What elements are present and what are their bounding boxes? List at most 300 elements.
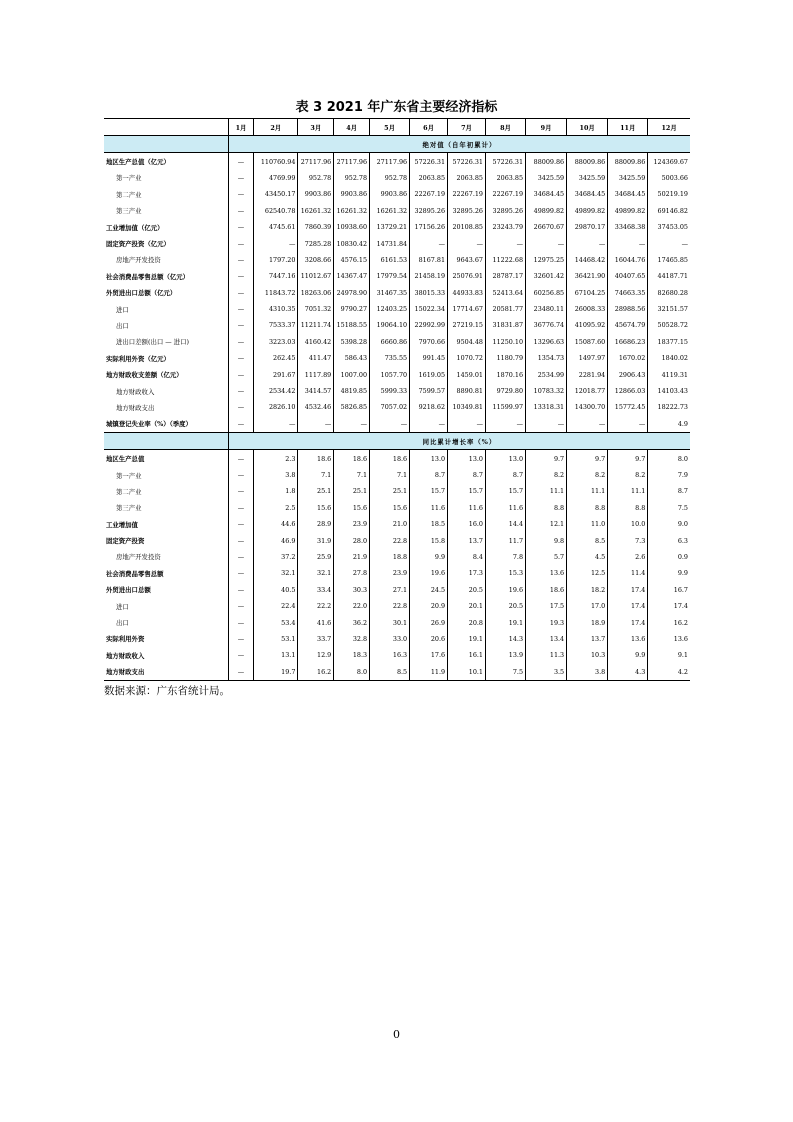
table-cell: 20.9 [410, 598, 448, 614]
table-cell: 26.9 [410, 614, 448, 630]
table-cell: 36.2 [334, 614, 370, 630]
section-title: 同比累计增长率（%） [228, 433, 690, 450]
column-header: 9月 [526, 119, 567, 136]
table-cell: — [228, 219, 253, 235]
table-cell: 27.1 [370, 582, 410, 598]
table-cell: 20.8 [448, 614, 486, 630]
table-cell: 9.0 [648, 516, 690, 532]
row-label: 工业增加值（亿元） [106, 223, 164, 232]
table-cell: — [228, 186, 253, 202]
table-cell: 2534.99 [526, 366, 567, 382]
table-cell: 8.2 [567, 467, 608, 483]
table-cell: 16044.76 [608, 252, 648, 268]
table-cell: 19.6 [485, 582, 525, 598]
table-cell: 17.5 [526, 598, 567, 614]
table-cell: 18.6 [334, 450, 370, 467]
table-cell: 3425.59 [567, 170, 608, 186]
table-cell: 36421.90 [567, 268, 608, 284]
row-label: 社会消费品零售总额（亿元） [106, 272, 190, 281]
table-cell: — [228, 366, 253, 382]
table-row [104, 483, 690, 499]
table-cell: 4576.15 [334, 252, 370, 268]
table-cell: 17.4 [608, 598, 648, 614]
table-cell: 22.2 [298, 598, 334, 614]
table-cell: 25.9 [298, 549, 334, 565]
table-cell: 15.7 [485, 483, 525, 499]
table-cell: 11012.67 [298, 268, 334, 284]
table-cell: 27117.96 [334, 153, 370, 170]
column-header: 8月 [485, 119, 525, 136]
table-cell: — [228, 631, 253, 647]
table-cell: 33.4 [298, 582, 334, 598]
table-cell: 7.9 [648, 467, 690, 483]
table-cell: 20.1 [448, 598, 486, 614]
table-cell: — [254, 416, 298, 433]
table-cell: 8890.81 [448, 383, 486, 399]
table-cell: 4532.46 [298, 399, 334, 415]
table-cell: 34684.45 [567, 186, 608, 202]
table-cell: 44187.71 [648, 268, 690, 284]
table-cell: 4819.85 [334, 383, 370, 399]
table-cell: 8.8 [608, 500, 648, 516]
table-cell: 8.7 [485, 467, 525, 483]
table-cell: — [228, 647, 253, 663]
table-cell: 18.2 [567, 582, 608, 598]
table-cell: 15.7 [448, 483, 486, 499]
table-cell: 16686.23 [608, 334, 648, 350]
table-row [104, 317, 690, 333]
table-cell: 37.2 [254, 549, 298, 565]
row-label: 城镇登记失业率（%）（季度） [106, 420, 192, 429]
table-cell: 2.3 [254, 450, 298, 467]
table-cell: 18.6 [370, 450, 410, 467]
table-cell: 82680.28 [648, 285, 690, 301]
table-cell: 16.3 [370, 647, 410, 663]
table-cell: 9.9 [648, 565, 690, 581]
table-cell: 53.4 [254, 614, 298, 630]
table-cell: 57226.31 [485, 153, 525, 170]
table-row [104, 416, 690, 433]
table-cell: 4745.61 [254, 219, 298, 235]
table-cell: 9790.27 [334, 301, 370, 317]
table-cell: 18.5 [410, 516, 448, 532]
row-label: 第三产业 [116, 504, 142, 513]
table-cell: — [567, 235, 608, 251]
table-cell: 2063.85 [448, 170, 486, 186]
table-cell: 18377.15 [648, 334, 690, 350]
column-header: 3月 [298, 119, 334, 136]
table-cell: 952.78 [370, 170, 410, 186]
table-cell: 18.8 [370, 549, 410, 565]
table-cell: 1797.20 [254, 252, 298, 268]
table-cell: 19.1 [485, 614, 525, 630]
table-cell: 15.6 [370, 500, 410, 516]
table-cell: — [228, 582, 253, 598]
table-cell: — [228, 301, 253, 317]
table-cell: — [228, 467, 253, 483]
table-cell: 9.8 [526, 532, 567, 548]
table-cell: 22267.19 [485, 186, 525, 202]
table-cell: 32151.57 [648, 301, 690, 317]
table-cell: — [228, 383, 253, 399]
table-row [104, 252, 690, 268]
table-cell: 3208.66 [298, 252, 334, 268]
table-cell: 15022.34 [410, 301, 448, 317]
table-cell: 19.7 [254, 664, 298, 681]
table-cell: 31831.87 [485, 317, 525, 333]
table-cell: 8167.81 [410, 252, 448, 268]
table-cell: 952.78 [334, 170, 370, 186]
table-cell: 11.1 [526, 483, 567, 499]
table-cell: 735.55 [370, 350, 410, 366]
table-cell: 411.47 [298, 350, 334, 366]
row-label: 外贸进出口总额 [106, 586, 151, 595]
table-cell: — [228, 664, 253, 681]
column-header: 2月 [254, 119, 298, 136]
table-cell: 8.2 [608, 467, 648, 483]
table-cell: 14103.43 [648, 383, 690, 399]
table-row [104, 500, 690, 516]
row-label: 出口 [116, 619, 129, 628]
table-cell: 16.7 [648, 582, 690, 598]
table-cell: 44.6 [254, 516, 298, 532]
table-cell: 0.9 [648, 549, 690, 565]
table-cell: 13318.31 [526, 399, 567, 415]
table-cell: — [228, 317, 253, 333]
table-cell: 11222.68 [485, 252, 525, 268]
table-cell: 6.3 [648, 532, 690, 548]
header-row [104, 119, 690, 136]
table-cell: 17.3 [448, 565, 486, 581]
table-cell: 110760.94 [254, 153, 298, 170]
table-cell: 11.4 [608, 565, 648, 581]
table-cell: 30.3 [334, 582, 370, 598]
economic-indicators-table [104, 118, 690, 681]
row-label: 地方财政收入 [106, 651, 145, 660]
table-cell: 13.6 [526, 565, 567, 581]
table-cell: 11250.10 [485, 334, 525, 350]
table-cell: 17.4 [648, 598, 690, 614]
table-cell: 10.0 [608, 516, 648, 532]
table-cell: 25.1 [298, 483, 334, 499]
table-cell: 21.9 [334, 549, 370, 565]
table-cell: 8.2 [526, 467, 567, 483]
column-header: 7月 [448, 119, 486, 136]
row-label: 进出口差额(出口 — 进口) [116, 338, 189, 347]
table-cell: 14367.47 [334, 268, 370, 284]
table-cell: 67104.25 [567, 285, 608, 301]
table-cell: 3.8 [254, 467, 298, 483]
table-row [104, 334, 690, 350]
table-cell: 7970.66 [410, 334, 448, 350]
table-cell: 88009.86 [608, 153, 648, 170]
table-cell: 9643.67 [448, 252, 486, 268]
table-cell: 13.9 [485, 647, 525, 663]
table-cell: 21.0 [370, 516, 410, 532]
table-cell: 991.45 [410, 350, 448, 366]
table-cell: 25.1 [370, 483, 410, 499]
table-cell: 12.1 [526, 516, 567, 532]
table-cell: 26670.67 [526, 219, 567, 235]
table-cell: — [228, 450, 253, 467]
table-row [104, 170, 690, 186]
table-row [104, 614, 690, 630]
table-cell: — [228, 350, 253, 366]
table-cell: 262.45 [254, 350, 298, 366]
table-cell: — [370, 416, 410, 433]
table-cell: 45674.79 [608, 317, 648, 333]
row-label: 工业增加值 [106, 520, 138, 529]
table-cell: 74663.35 [608, 285, 648, 301]
table-cell: — [228, 500, 253, 516]
table-cell: 3414.57 [298, 383, 334, 399]
table-cell: 19.3 [526, 614, 567, 630]
table-cell: 88009.86 [567, 153, 608, 170]
table-cell: 11.0 [567, 516, 608, 532]
row-label: 外贸进出口总额（亿元） [106, 289, 177, 298]
table-cell: — [228, 285, 253, 301]
table-cell: 50528.72 [648, 317, 690, 333]
table-cell: 9.9 [608, 647, 648, 663]
table-cell: 2.5 [254, 500, 298, 516]
table-cell: 12.9 [298, 647, 334, 663]
table-row [104, 399, 690, 415]
table-cell: 16261.32 [334, 203, 370, 219]
table-cell: 60256.85 [526, 285, 567, 301]
table-row [104, 350, 690, 366]
table-cell: — [410, 235, 448, 251]
row-label: 实际利用外资 [106, 635, 145, 644]
table-cell: 9504.48 [448, 334, 486, 350]
table-cell: 33.0 [370, 631, 410, 647]
table-cell: 13.4 [526, 631, 567, 647]
row-label: 房地产开发投资 [116, 256, 161, 265]
table-cell: 31.9 [298, 532, 334, 548]
table-cell: 17.6 [410, 647, 448, 663]
table-cell: 69146.82 [648, 203, 690, 219]
column-header: 12月 [648, 119, 690, 136]
column-header: 4月 [334, 119, 370, 136]
table-cell: 17.4 [608, 582, 648, 598]
table-cell: 40.5 [254, 582, 298, 598]
table-cell: 43450.17 [254, 186, 298, 202]
table-cell: 24978.90 [334, 285, 370, 301]
table-cell: 41.6 [298, 614, 334, 630]
table-cell: — [608, 416, 648, 433]
table-cell: 14.4 [485, 516, 525, 532]
table-cell: 14300.70 [567, 399, 608, 415]
table-cell: 57226.31 [410, 153, 448, 170]
table-cell: — [228, 416, 253, 433]
table-cell: 2906.43 [608, 366, 648, 382]
column-header: 1月 [228, 119, 253, 136]
table-cell: 8.8 [526, 500, 567, 516]
table-cell: 23480.11 [526, 301, 567, 317]
table-cell: 13.1 [254, 647, 298, 663]
table-cell: 4.2 [648, 664, 690, 681]
table-row [104, 532, 690, 548]
table-cell: — [526, 235, 567, 251]
table-cell: 33.7 [298, 631, 334, 647]
row-label: 地方财政支出 [116, 403, 155, 412]
table-cell: — [228, 268, 253, 284]
table-cell: — [228, 565, 253, 581]
table-cell: 15.8 [410, 532, 448, 548]
table-cell: 52413.64 [485, 285, 525, 301]
row-label: 地区生产总值 [106, 455, 145, 464]
column-header: 6月 [410, 119, 448, 136]
table-cell: 1670.02 [608, 350, 648, 366]
table-cell: 5826.85 [334, 399, 370, 415]
table-cell: 2063.85 [485, 170, 525, 186]
table-cell: 15.7 [410, 483, 448, 499]
table-cell: 18222.73 [648, 399, 690, 415]
table-cell: 6660.86 [370, 334, 410, 350]
row-label: 第二产业 [116, 487, 142, 496]
table-cell: 22267.19 [448, 186, 486, 202]
table-cell: 8.5 [567, 532, 608, 548]
table-cell: 28988.56 [608, 301, 648, 317]
table-cell: 34684.45 [608, 186, 648, 202]
table-cell: 32895.26 [485, 203, 525, 219]
table-cell: 14468.42 [567, 252, 608, 268]
table-cell: 1.8 [254, 483, 298, 499]
table-cell: 1619.05 [410, 366, 448, 382]
table-cell: 5003.66 [648, 170, 690, 186]
table-cell: 9.7 [567, 450, 608, 467]
data-source-note: 数据来源：广东省统计局。 [104, 685, 230, 697]
table-cell: 18263.06 [298, 285, 334, 301]
table-cell: 50219.19 [648, 186, 690, 202]
table-cell: 12975.25 [526, 252, 567, 268]
table-cell: 9903.86 [298, 186, 334, 202]
table-cell: 13.0 [410, 450, 448, 467]
table-cell: 7.5 [485, 664, 525, 681]
table-cell: 16.1 [448, 647, 486, 663]
table-cell: — [526, 416, 567, 433]
table-cell: 12866.03 [608, 383, 648, 399]
table-cell: 3425.59 [608, 170, 648, 186]
table-cell: 26008.33 [567, 301, 608, 317]
table-cell: — [298, 416, 334, 433]
table-cell: 11.9 [410, 664, 448, 681]
table-cell: 7051.32 [298, 301, 334, 317]
table-cell: 38015.33 [410, 285, 448, 301]
table-cell: 13.0 [448, 450, 486, 467]
table-cell: 11211.74 [298, 317, 334, 333]
table-cell: 8.5 [370, 664, 410, 681]
table-cell: 1497.97 [567, 350, 608, 366]
table-cell: 37453.05 [648, 219, 690, 235]
table-cell: 9.9 [410, 549, 448, 565]
table-cell: 10.3 [567, 647, 608, 663]
table-cell: 32895.26 [448, 203, 486, 219]
table-cell: 2534.42 [254, 383, 298, 399]
table-cell: 7.1 [370, 467, 410, 483]
table-cell: 7447.16 [254, 268, 298, 284]
table-cell: 952.78 [298, 170, 334, 186]
table-cell: 2281.94 [567, 366, 608, 382]
row-label: 固定资产投资（亿元） [106, 240, 170, 249]
table-cell: 32895.26 [410, 203, 448, 219]
row-label: 地方财政收支差额（亿元） [106, 371, 183, 380]
table-row [104, 450, 690, 467]
row-label: 社会消费品零售总额 [106, 569, 164, 578]
table-cell: 4.3 [608, 664, 648, 681]
table-cell: 8.0 [334, 664, 370, 681]
table-cell: 14.3 [485, 631, 525, 647]
table-cell: 15.3 [485, 565, 525, 581]
table-cell: 19064.10 [370, 317, 410, 333]
table-cell: — [228, 614, 253, 630]
table-cell: 13.6 [648, 631, 690, 647]
table-cell: 19.1 [448, 631, 486, 647]
table-cell: 3.5 [526, 664, 567, 681]
row-label: 进口 [116, 602, 129, 611]
table-row [104, 664, 690, 681]
table-cell: 18.6 [298, 450, 334, 467]
table-cell: 18.9 [567, 614, 608, 630]
table-cell: 57226.31 [448, 153, 486, 170]
table-cell: 4.5 [567, 549, 608, 565]
row-label: 第二产业 [116, 190, 142, 199]
table-cell: 11.1 [608, 483, 648, 499]
table-cell: 21458.19 [410, 268, 448, 284]
table-cell: 27219.15 [448, 317, 486, 333]
table-cell: — [410, 416, 448, 433]
table-cell: 7285.28 [298, 235, 334, 251]
section-title: 绝对值（自年初累计） [228, 136, 690, 153]
table-cell: — [228, 549, 253, 565]
table-cell: — [485, 235, 525, 251]
table-row [104, 186, 690, 202]
table-cell: 7533.37 [254, 317, 298, 333]
table-cell: 586.43 [334, 350, 370, 366]
table-cell: 49899.82 [567, 203, 608, 219]
table-cell: 33468.38 [608, 219, 648, 235]
table-cell: 4769.99 [254, 170, 298, 186]
table-cell: 12.5 [567, 565, 608, 581]
table-cell: — [228, 235, 253, 251]
table-cell: 20108.85 [448, 219, 486, 235]
table-cell: 16261.32 [370, 203, 410, 219]
table-cell: 10783.32 [526, 383, 567, 399]
table-cell: 9.7 [608, 450, 648, 467]
table-cell: — [648, 235, 690, 251]
table-row [104, 549, 690, 565]
table-cell: 124369.67 [648, 153, 690, 170]
table-cell: 2063.85 [410, 170, 448, 186]
table-cell: 11.3 [526, 647, 567, 663]
row-label: 进口 [116, 305, 129, 314]
table-cell: 24.5 [410, 582, 448, 598]
table-cell: 22.0 [334, 598, 370, 614]
table-cell: 29870.17 [567, 219, 608, 235]
table-cell: 28.9 [298, 516, 334, 532]
table-cell: — [334, 416, 370, 433]
table-row [104, 467, 690, 483]
table-cell: 3425.59 [526, 170, 567, 186]
table-cell: 17.0 [567, 598, 608, 614]
row-label: 出口 [116, 321, 129, 330]
table-cell: 22992.99 [410, 317, 448, 333]
table-cell: 32601.42 [526, 268, 567, 284]
table-cell: 13729.21 [370, 219, 410, 235]
table-cell: — [254, 235, 298, 251]
table-cell: 4310.35 [254, 301, 298, 317]
table-cell: — [228, 334, 253, 350]
table-cell: 28.0 [334, 532, 370, 548]
